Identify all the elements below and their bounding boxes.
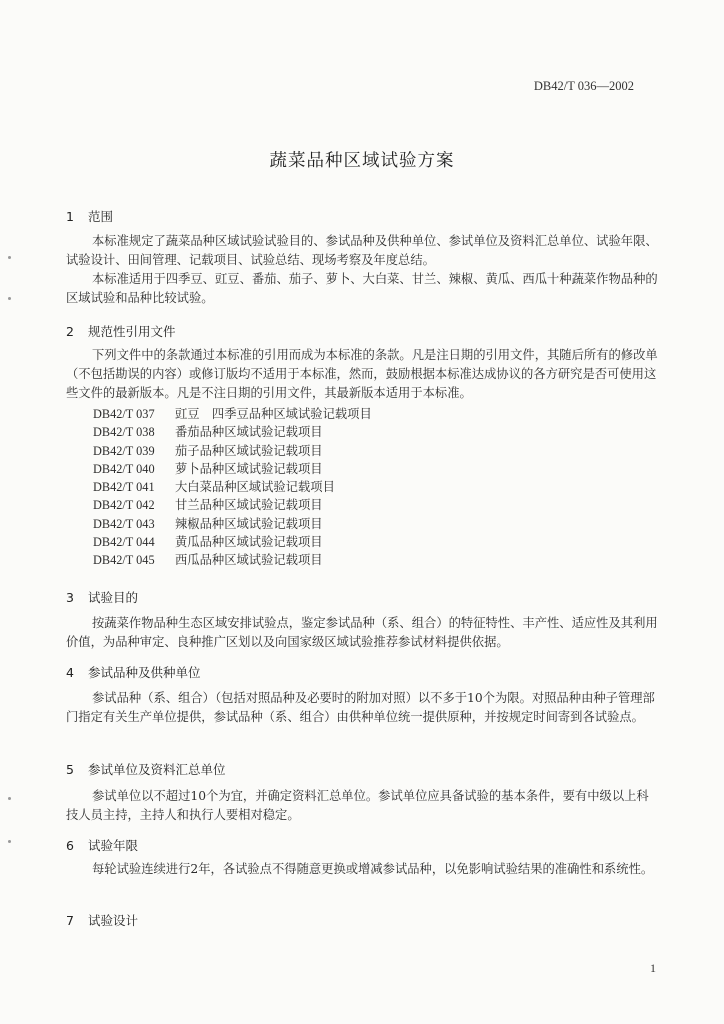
section-number: 3 [66, 590, 74, 605]
reference-title: 萝卜品种区域试验记载项目 [175, 461, 323, 476]
section-number: 4 [66, 665, 74, 680]
scan-speck [8, 840, 11, 843]
paragraph-text: 每轮试验连续进行2年，各试验点不得随意更换或增减参试品种，以免影响试验结果的准确性和系统性。 [92, 862, 654, 876]
reference-code: DB42/T 038 [93, 425, 155, 440]
reference-title: 豇豆 四季豆品种区域试验记载项目 [175, 407, 372, 421]
section-6-paragraph [66, 860, 660, 879]
reference-code: DB42/T 039 [93, 443, 155, 458]
section-number: 5 [66, 762, 74, 777]
paragraph-text: 本标准适用于四季豆、豇豆、番茄、茄子、萝卜、大白菜、甘兰、辣椒、黄瓜、西瓜十种蔬菜作物品种的区域试验和品种比较试验。 [66, 272, 658, 305]
section-title: 试验目的 [88, 590, 139, 605]
section-number: 2 [66, 324, 74, 339]
reference-code: DB42/T 043 [93, 516, 155, 531]
scan-speck [8, 797, 11, 800]
scan-speck [8, 297, 11, 300]
section-4-paragraph [66, 689, 660, 727]
reference-item [93, 515, 372, 533]
reference-title: 黄瓜品种区域试验记载项目 [175, 535, 323, 550]
section-6-heading [66, 836, 138, 854]
section-2-paragraph [66, 346, 660, 403]
section-title: 参试品种及供种单位 [88, 665, 201, 680]
reference-item [93, 533, 372, 551]
section-number: 1 [66, 209, 74, 224]
standard-code: DB42/T 036—2002 [533, 79, 634, 93]
section-1-paragraph-1 [66, 232, 660, 270]
section-1-heading [66, 207, 113, 225]
reference-code: DB42/T 042 [93, 498, 155, 513]
reference-item [93, 405, 372, 423]
section-7-heading [66, 911, 138, 929]
paragraph-text: 参试品种（系、组合）（包括对照品种及必要时的附加对照）以不多于10个为限。对照品种由种子管理部门指定有关生产单位提供，参试品种（系、组合）由供种单位统一提供原种，并按规定时间寄到各试验点。 [66, 691, 655, 724]
reference-title: 大白菜品种区域试验记载项目 [175, 480, 335, 495]
document-title: 蔬菜品种区域试验方案 [269, 151, 455, 171]
section-3-heading [66, 588, 138, 606]
paragraph-text: 本标准规定了蔬菜品种区域试验试验目的、参试品种及供种单位、参试单位及资料汇总单位、试验年限、试验设计、田间管理、记载项目、试验总结、现场考察及年度总结。 [66, 234, 658, 267]
section-5-heading [66, 760, 226, 778]
section-title: 范围 [88, 209, 114, 224]
section-title: 参试单位及资料汇总单位 [88, 762, 226, 777]
reference-item [93, 442, 372, 460]
section-title: 试验年限 [88, 838, 139, 853]
reference-code: DB42/T 041 [93, 480, 155, 495]
reference-title: 茄子品种区域试验记载项目 [175, 443, 323, 458]
reference-title: 甘兰品种区域试验记载项目 [175, 498, 323, 513]
reference-title: 辣椒品种区域试验记载项目 [175, 516, 323, 531]
reference-item [93, 423, 372, 441]
section-number: 6 [66, 838, 74, 853]
reference-item [93, 496, 372, 514]
section-title: 试验设计 [88, 913, 139, 928]
reference-item [93, 460, 372, 478]
reference-code: DB42/T 037 [93, 407, 155, 421]
reference-item [93, 478, 372, 496]
reference-title: 番茄品种区域试验记载项目 [175, 425, 323, 440]
reference-code: DB42/T 044 [93, 535, 155, 550]
reference-code: DB42/T 040 [93, 461, 155, 476]
paragraph-text: 按蔬菜作物品种生态区域安排试验点，鉴定参试品种（系、组合）的特征特性、丰产性、适应性及其利用价值，为品种审定、良种推广区划以及向国家级区域试验推荐参试材料提供依据。 [66, 616, 658, 649]
reference-code: DB42/T 045 [93, 553, 155, 568]
reference-list [93, 405, 372, 570]
section-number: 7 [66, 913, 74, 928]
paragraph-text: 下列文件中的条款通过本标准的引用而成为本标准的条款。凡是注日期的引用文件，其随后所有的修改单（不包括勘误的内容）或修订版均不适用于本标准，然而，鼓励根据本标准达成协议的各方研究是否可使用这些文件的最新版本。凡是不注日期的引用文件，其最新版本适用于本标准。 [66, 348, 658, 400]
section-4-heading [66, 663, 201, 681]
section-title: 规范性引用文件 [88, 324, 176, 339]
section-1-paragraph-2 [66, 270, 660, 308]
paragraph-text: 参试单位以不超过10个为宜，并确定资料汇总单位。参试单位应具备试验的基本条件，要有中级以上科技人员主持，主持人和执行人要相对稳定。 [66, 789, 649, 822]
section-3-paragraph [66, 614, 660, 652]
section-5-paragraph [66, 787, 660, 825]
page-number: 1 [650, 961, 656, 975]
reference-item [93, 551, 372, 569]
section-2-heading [66, 322, 176, 340]
reference-title: 西瓜品种区域试验记载项目 [175, 553, 323, 568]
scan-speck [8, 256, 11, 259]
